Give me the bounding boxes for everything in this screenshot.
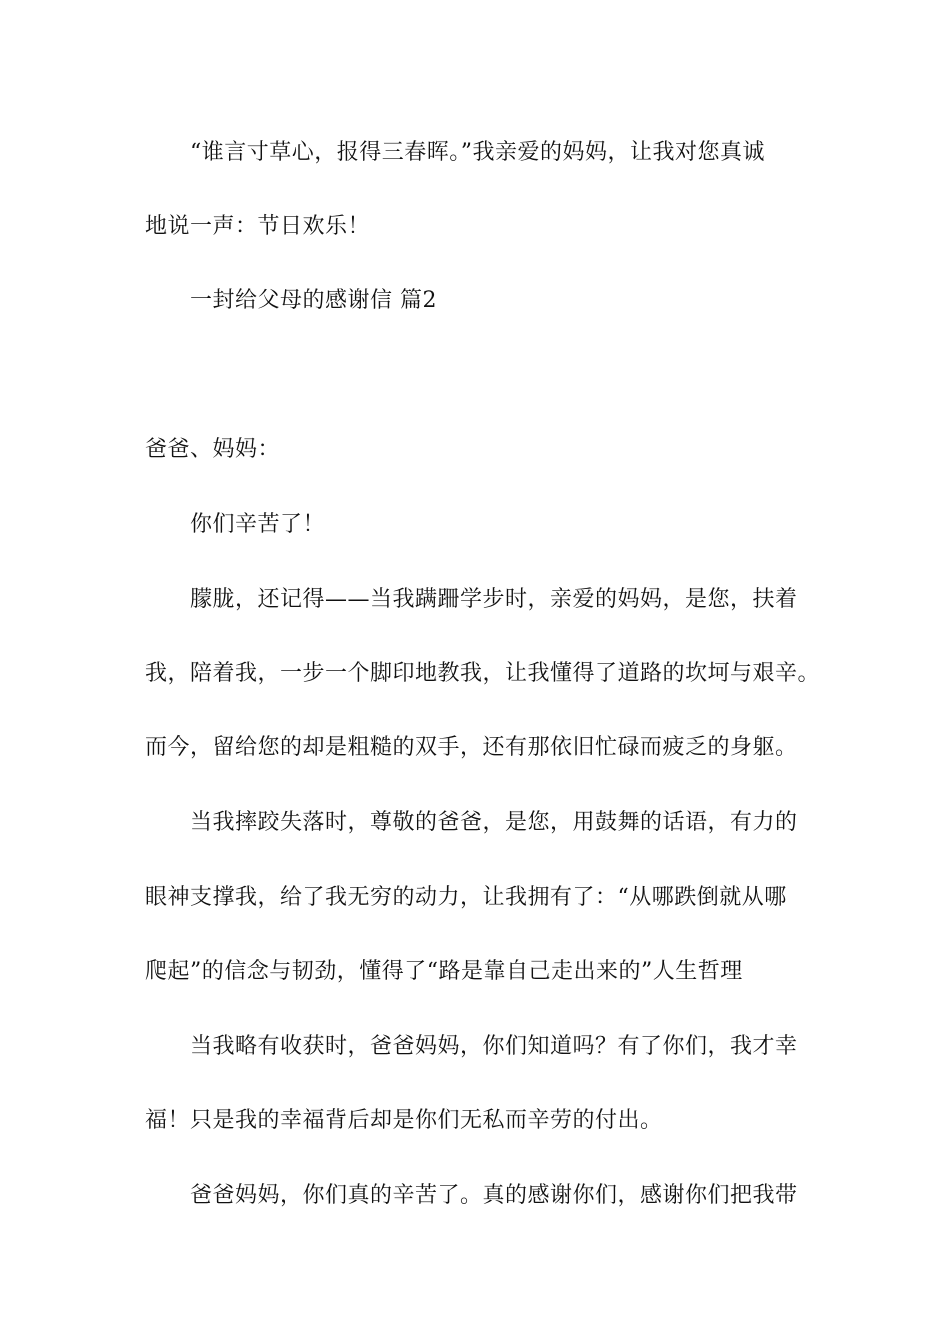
paragraph-line: 爸爸妈妈，你们真的辛苦了。真的感谢你们，感谢你们把我带: [190, 1183, 798, 1208]
paragraph-line: 眼神支撑我，给了我无穷的动力，让我拥有了：“从哪跌倒就从哪: [145, 885, 787, 910]
paragraph-line: 福！只是我的幸福背后却是你们无私而辛劳的付出。: [145, 1108, 663, 1133]
paragraph-line: 而今，留给您的却是粗糙的双手，还有那依旧忙碌而疲乏的身躯。: [145, 735, 798, 760]
paragraph-line: 我，陪着我，一步一个脚印地教我，让我懂得了道路的坎坷与艰辛。: [145, 661, 821, 686]
paragraph-line: “谁言寸草心，报得三春晖。”我亲爱的妈妈，让我对您真诚: [190, 140, 765, 165]
paragraph-line: 当我略有收获时，爸爸妈妈，你们知道吗？有了你们，我才幸: [190, 1034, 798, 1059]
salutation: 爸爸、妈妈：: [145, 437, 281, 462]
paragraph-line: 当我摔跤失落时，尊敬的爸爸，是您，用鼓舞的话语，有力的: [190, 810, 798, 835]
paragraph-line: 地说一声：节日欢乐！: [145, 214, 371, 239]
paragraph-line: 朦胧，还记得——当我蹒跚学步时，亲爱的妈妈，是您，扶着: [190, 587, 798, 612]
section-title: 一封给父母的感谢信 篇2: [190, 288, 437, 313]
paragraph-line: 爬起”的信念与韧劲，懂得了“路是靠自己走出来的”人生哲理: [145, 959, 743, 984]
greeting-line: 你们辛苦了！: [190, 512, 326, 537]
